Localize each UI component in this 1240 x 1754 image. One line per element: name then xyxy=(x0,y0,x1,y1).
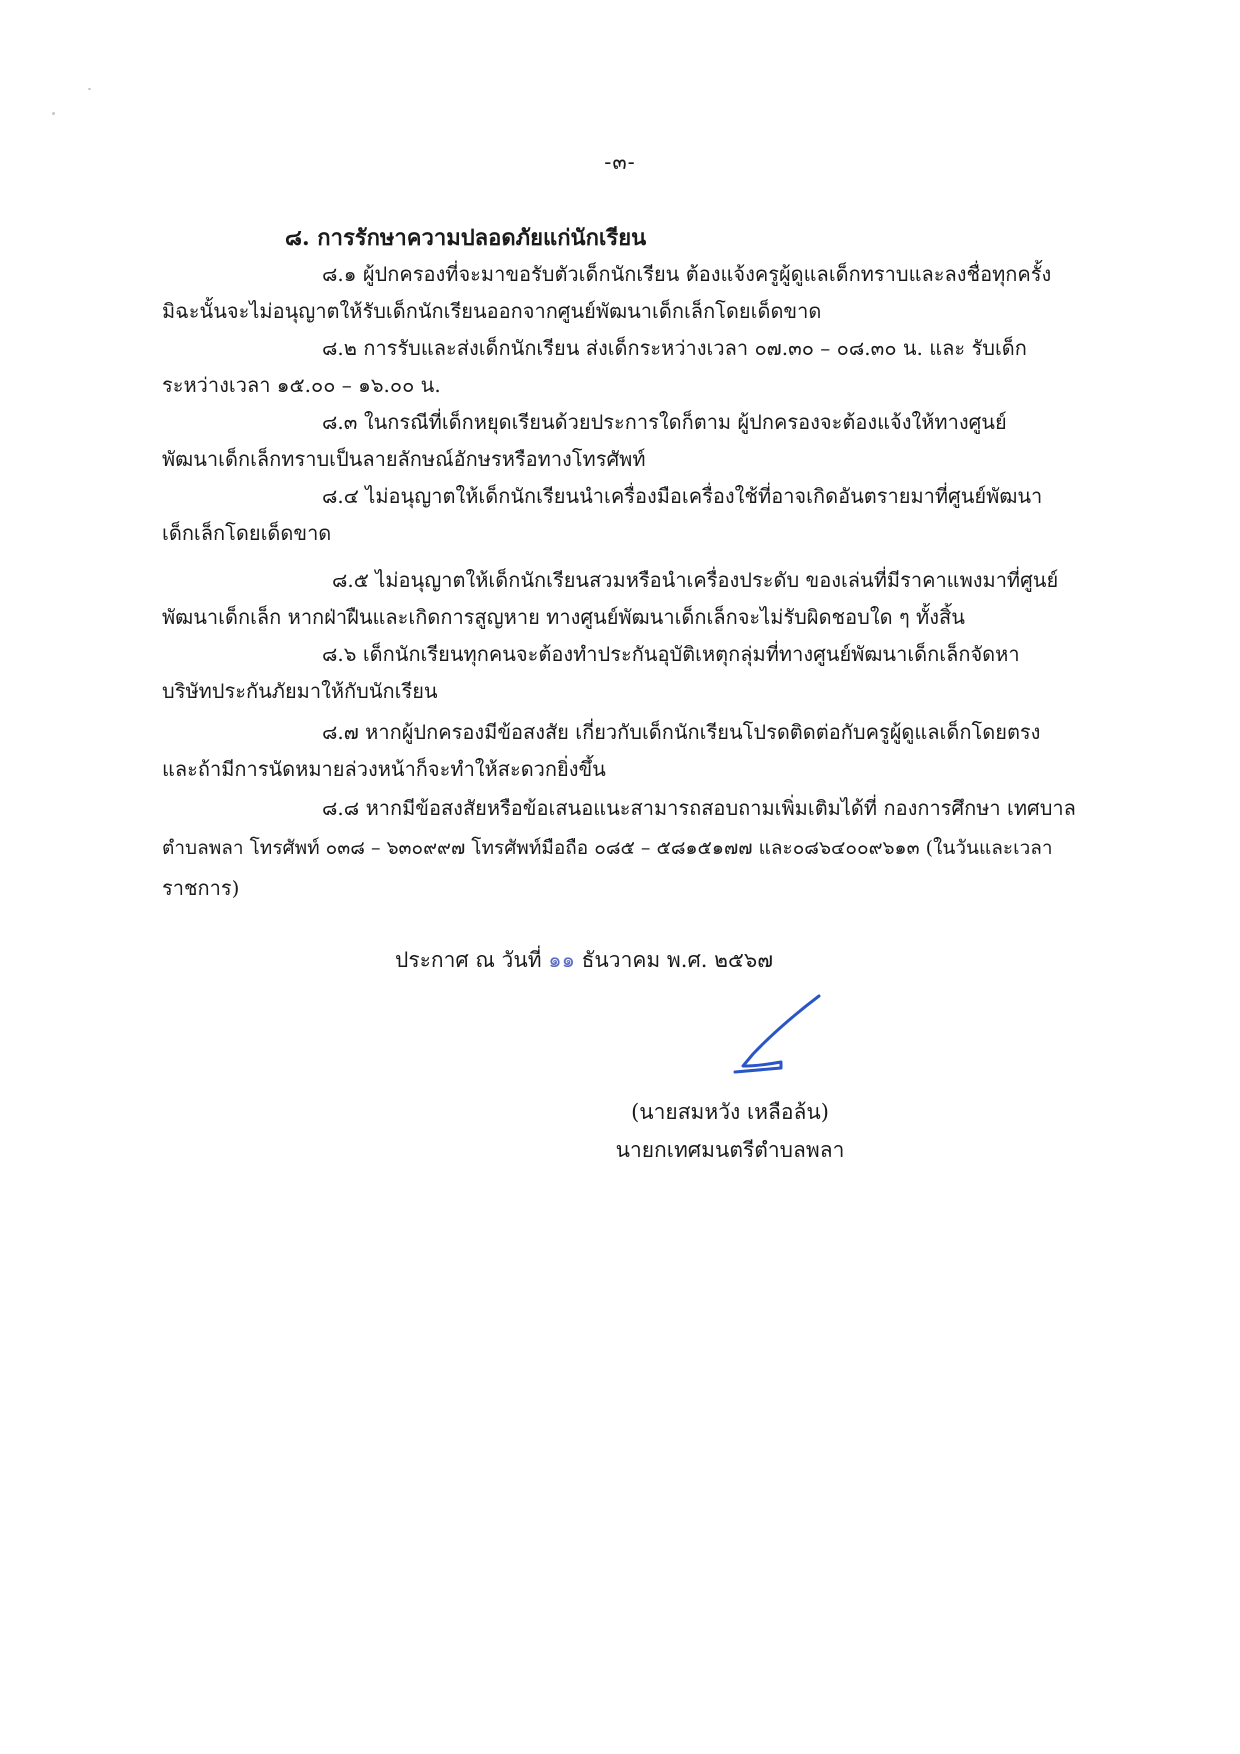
rule-item xyxy=(162,404,1162,478)
rule-item xyxy=(162,256,1162,330)
announcement-month-year: ธันวาคม พ.ศ. ๒๕๖๗ xyxy=(581,948,773,972)
rule-line: ๘.๕ ไม่อนุญาตให้เด็กนักเรียนสวมหรือนำเครื่องประดับ ของเล่นที่มีราคาแพงมาที่ศูนย์ xyxy=(332,568,1059,592)
safety-rules-list xyxy=(162,256,1162,908)
rule-line: เด็กเล็กโดยเด็ดขาด xyxy=(162,521,332,545)
signer-title: นายกเทศมนตรีตำบลพลา xyxy=(615,1138,845,1162)
announcement-prefix: ประกาศ ณ วันที่ xyxy=(395,948,542,972)
rule-line: ราชการ) xyxy=(162,876,240,900)
signer-block xyxy=(600,1093,860,1169)
announcement-date-line xyxy=(395,944,773,977)
page-number: -๓- xyxy=(604,150,636,174)
rule-line: ๘.๗ หากผู้ปกครองมีข้อสงสัย เกี่ยวกับเด็กนักเรียนโปรดติดต่อกับครูผู้ดูแลเด็กโดยตรง xyxy=(322,720,1041,744)
rule-line: มิฉะนั้นจะไม่อนุญาตให้รับเด็กนักเรียนออกจากศูนย์พัฒนาเด็กเล็กโดยเด็ดขาด xyxy=(162,299,822,323)
rule-line: ๘.๒ การรับและส่งเด็กนักเรียน ส่งเด็กระหว่างเวลา ๐๗.๓๐ – ๐๘.๓๐ น. และ รับเด็ก xyxy=(322,336,1027,360)
rule-line: ๘.๑ ผู้ปกครองที่จะมาขอรับตัวเด็กนักเรียน ต้องแจ้งครูผู้ดูแลเด็กทราบและลงชื่อทุกครั้ง xyxy=(322,262,1052,286)
announcement-day: ๑๑ xyxy=(548,948,575,972)
rule-line: และถ้ามีการนัดหมายล่วงหน้าก็จะทำให้สะดวกยิ่งขึ้น xyxy=(162,757,606,781)
rule-line: ๘.๖ เด็กนักเรียนทุกคนจะต้องทำประกันอุบัติเหตุกลุ่มที่ทางศูนย์พัฒนาเด็กเล็กจัดหา xyxy=(322,642,1020,666)
signer-name: (นายสมหวัง เหลือล้น) xyxy=(631,1100,829,1124)
rule-item xyxy=(162,478,1162,552)
rule-line: พัฒนาเด็กเล็ก หากฝ่าฝืนและเกิดการสูญหาย ทางศูนย์พัฒนาเด็กเล็กจะไม่รับผิดชอบใด ๆ ทั้งสิ้น xyxy=(162,605,965,629)
rule-line: ๘.๔ ไม่อนุญาตให้เด็กนักเรียนนำเครื่องมือเครื่องใช้ที่อาจเกิดอันตรายมาที่ศูนย์พัฒนา xyxy=(322,484,1043,508)
rule-line: บริษัทประกันภัยมาให้กับนักเรียน xyxy=(162,679,438,703)
rule-item xyxy=(162,330,1162,404)
scan-speck xyxy=(52,112,55,115)
rule-item xyxy=(162,714,1162,788)
rule-line: ๘.๓ ในกรณีที่เด็กหยุดเรียนด้วยประการใดก็ตาม ผู้ปกครองจะต้องแจ้งให้ทางศูนย์ xyxy=(322,410,1007,434)
rule-line: ระหว่างเวลา ๑๕.๐๐ – ๑๖.๐๐ น. xyxy=(162,373,441,397)
rule-item xyxy=(162,636,1162,710)
scan-speck xyxy=(88,88,91,90)
handwritten-signature xyxy=(715,990,825,1085)
rule-line: พัฒนาเด็กเล็กทราบเป็นลายลักษณ์อักษรหรือทางโทรศัพท์ xyxy=(162,447,646,471)
rule-item xyxy=(162,788,1162,908)
rule-item xyxy=(162,562,1162,636)
rule-line: ตำบลพลา โทรศัพท์ ๐๓๘ – ๖๓๐๙๙๗ โทรศัพท์มือถือ ๐๘๕ – ๕๘๑๕๑๗๗ และ๐๘๖๔๐๐๙๖๑๓ (ในวันและเวลา xyxy=(162,837,1053,859)
section-heading: ๘. การรักษาความปลอดภัยแก่นักเรียน xyxy=(285,225,647,251)
rule-line: ๘.๘ หากมีข้อสงสัยหรือข้อเสนอแนะสามารถสอบถามเพิ่มเติมได้ที่ กองการศึกษา เทศบาล xyxy=(322,796,1076,820)
